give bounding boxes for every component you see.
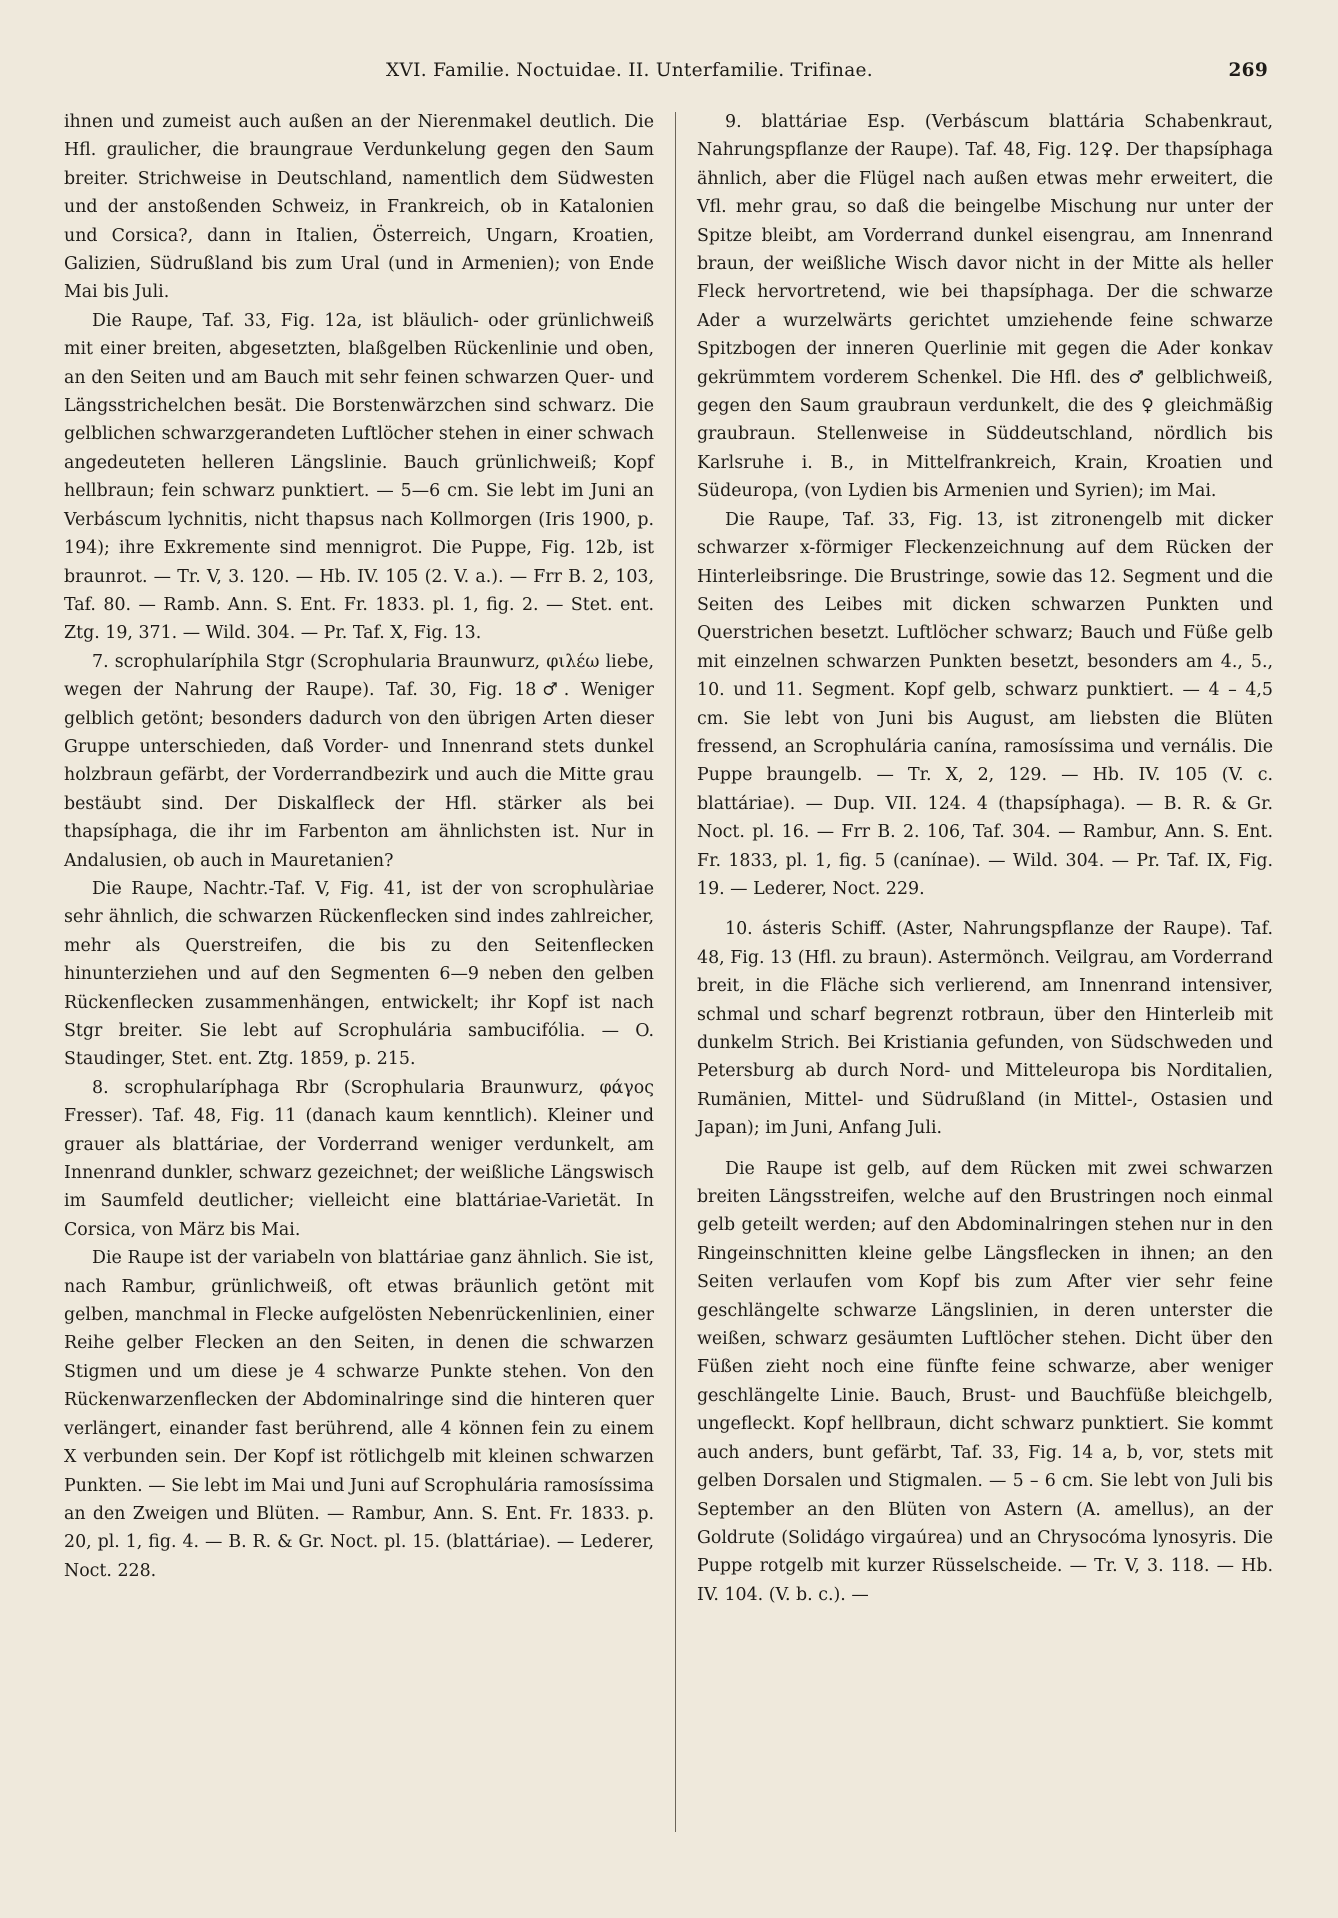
species-entry-blattariae: 9. blattáriae Esp. (Verbáscum blattária Schabenkraut, Nahrungspflanze der Raupe). Taf. 48, Fig. 12♀. Der thapsíphaga ähnlich, aber die Flügel nach außen etwas mehr erweitert, die Vfl. mehr grau, so daß die beingelbe Mischung nur unter der Spitze bleibt, am Vorderrand dunkel eisengrau, am Innenrand braun, der weißliche Wisch davor nicht in der Mitte als heller Fleck hervortretend, wie bei thapsíphaga. Der die schwarze Ader a wurzelwärts gerichtet umziehende feine schwarze Spitzbogen der inneren Querlinie mit gegen die Ader konkav gekrümmtem vorderem Schenkel. Die Hfl. des ♂ gelblichweiß, gegen den Saum graubraun verdunkelt, die des ♀ gleichmäßig graubraun. Stellenweise in Süddeutschland, nördlich bis Karlsruhe i. B., in Mittelfrankreich, Krain, Kroatien und Südeuropa, (von Lydien bis Armenien und Syrien); im Mai. (697, 112, 1273, 502)
page-number: 269 (1228, 60, 1268, 81)
paragraph: Die Raupe ist der variabeln von blattáriae ganz ähnlich. Sie ist, nach Rambur, grünlichweiß, oft etwas bräunlich getönt mit gelben, manchmal in Flecke aufgelösten Nebenrückenlinien, einer Reihe gelber Flecken an den Seiten, in denen die schwarzen Stigmen und um diese je 4 schwarze Punkte stehen. Von den Rückenwarzenflecken der Abdominalringe sind die hinteren quer verlängert, einander fast berührend, alle 4 können fein zu einem X verbunden sein. Der Kopf ist rötlichgelb mit kleinen schwarzen Punkten. — Sie lebt im Mai und Juni auf Scrophulária ramosíssima an den Zweigen und Blüten. — Rambur, Ann. S. Ent. Fr. 1833. p. 20, pl. 1, fig. 4. — B. R. & Gr. Noct. pl. 15. (blattáriae). — Lederer, Noct. 228. (64, 1248, 654, 1581)
header-title: XVI. Familie. Noctuidae. II. Unterfamilie. Trifinae. (386, 60, 873, 81)
paragraph: Die Raupe, Nachtr.-Taf. V, Fig. 41, ist der von scrophulàriae sehr ähnlich, die schwarzen Rückenflecken sind indes zahlreicher, mehr als Querstreifen, die bis zu den Seitenflecken hinunterziehen und auf den Segmenten 6—9 neben den gelben Rückenflecken zusammenhängen, entwickelt; ihr Kopf ist nach Stgr breiter. Sie lebt auf Scrophulária sambucifólia. — O. Staudinger, Stet. ent. Ztg. 1859, p. 215. (64, 878, 654, 1070)
left-column (64, 108, 654, 1585)
right-column (697, 108, 1273, 1609)
species-entry-scrophulariphila: 7. scrophularíphila Stgr (Scrophularia Braunwurz, φιλέω liebe, wegen der Nahrung der Raupe). Taf. 30, Fig. 18♂. Weniger gelblich getönt; besonders dadurch von den übrigen Arten dieser Gruppe unterschieden, daß Vorder- und Innenrand stets dunkel holzbraun gefärbt, der Vorderrandbezirk und auch die Mitte grau bestäubt sind. Der Diskalfleck der Hfl. stärker als bei thapsíphaga, die ihr im Farbenton am ähnlichsten ist. Nur in Andalusien, ob auch in Mauretanien? (64, 651, 654, 871)
species-entry-asteris: 10. ásteris Schiff. (Aster, Nahrungspflanze der Raupe). Taf. 48, Fig. 13 (Hfl. zu braun). Astermönch. Veilgrau, am Vorderrand breit, in die Fläche sich verlierend, am Innenrand intensiver, schmal und scharf begrenzt rotbraun, über den Hinterleib mit dunkelm Strich. Bei Kristiania gefunden, von Südschweden und Petersburg ab durch Nord- und Mitteleuropa bis Norditalien, Rumänien, Mittel- und Südrußland (in Mittel-, Ostasien und Japan); im Juni, Anfang Juli. (697, 919, 1273, 1139)
species-entry-scrophulariphaga: 8. scrophularíphaga Rbr (Scrophularia Braunwurz, φάγος Fresser). Taf. 48, Fig. 11 (danach kaum kenntlich). Kleiner und grauer als blattáriae, der Vorderrand weniger verdunkelt, am Innenrand dunkler, schwarz gezeichnet; der weißliche Längswisch im Saumfeld deutlicher; vielleicht eine blattáriae-Varietät. In Corsica, von März bis Mai. (64, 1077, 654, 1240)
paragraph: Die Raupe, Taf. 33, Fig. 13, ist zitronengelb mit dicker schwarzer x-förmiger Fleckenzeichnung auf dem Rücken der Hinterleibsringe. Die Brustringe, sowie das 12. Segment und die Seiten des Leibes mit dicken schwarzen Punkten und Querstrichen besetzt. Luftlöcher schwarz; Bauch und Füße gelb mit einzelnen schwarzen Punkten besetzt, besonders am 4., 5., 10. und 11. Segment. Kopf gelb, schwarz punktiert. — 4 – 4,5 cm. Sie lebt von Juni bis August, am liebsten die Blüten fressend, an Scrophulária canína, ramosíssima und vernális. Die Puppe braungelb. — Tr. X, 2, 129. — Hb. IV. 105 (V. c. blattáriae). — Dup. VII. 124. 4 (thapsíphaga). — B. R. & Gr. Noct. pl. 16. — Frr B. 2. 106, Taf. 304. — Rambur, Ann. S. Ent. Fr. 1833, pl. 1, fig. 5 (canínae). — Wild. 304. — Pr. Taf. IX, Fig. 19. — Lederer, Noct. 229. (697, 509, 1273, 899)
paragraph: ihnen und zumeist auch außen an der Nierenmakel deutlich. Die Hfl. graulicher, die braungraue Verdunkelung gegen den Saum breiter. Strichweise in Deutschland, namentlich dem Südwesten und der anstoßenden Schweiz, in Frankreich, ob in Katalonien und Corsica?, dann in Italien, Österreich, Ungarn, Kroatien, Galizien, Südrußland bis zum Ural (und in Armenien); von Ende Mai bis Juli. (64, 112, 654, 303)
paragraph: Die Raupe, Taf. 33, Fig. 12a, ist bläulich- oder grünlichweiß mit einer breiten, abgesetzten, blaßgelben Rückenlinie und oben, an den Seiten und am Bauch mit sehr feinen schwarzen Quer- und Längsstrichelchen besät. Die Borstenwärzchen sind schwarz. Die gelblichen schwarzgerandeten Luftlöcher stehen in einer schwach angedeuteten helleren Längslinie. Bauch grünlichweiß; Kopf hellbraun; fein schwarz punktiert. — 5—6 cm. Sie lebt im Juni an Verbáscum lychnitis, nicht thapsus nach Kollmorgen (Iris 1900, p. 194); ihre Exkremente sind mennigrot. Die Puppe, Fig. 12b, ist braunrot. — Tr. V, 3. 120. — Hb. IV. 105 (2. V. a.). — Frr B. 2, 103, Taf. 80. — Ramb. Ann. S. Ent. Fr. 1833. pl. 1, fig. 2. — Stet. ent. Ztg. 19, 371. — Wild. 304. — Pr. Taf. X, Fig. 13. (64, 310, 654, 644)
column-divider (675, 112, 676, 1832)
paragraph: Die Raupe ist gelb, auf dem Rücken mit zwei schwarzen breiten Längsstreifen, welche auf den Brustringen noch einmal gelb geteilt werden; auf den Abdominalringen stehen nur in den Ringeinschnitten kleine gelbe Längsflecken in ihnen; an den Seiten verlaufen vom Kopf bis zum After vier sehr feine geschlängelte schwarze Längslinien, in deren unterster die weißen, schwarz gesäumten Luftlöcher stehen. Dicht über den Füßen zieht noch eine fünfte feine schwarze, aber weniger geschlängelte Linie. Bauch, Brust- und Bauchfüße bleichgelb, ungefleckt. Kopf hellbraun, dicht schwarz punktiert. Sie kommt auch anders, bunt gefärbt, Taf. 33, Fig. 14 a, b, vor, stets mit gelben Dorsalen und Stigmalen. — 5 – 6 cm. Sie lebt von Juli bis September an den Blüten von Astern (A. amellus), an der Goldrute (Solidágo virgaúrea) und an Chrysocóma lynosyris. Die Puppe rotgelb mit kurzer Rüsselscheide. — Tr. V, 3. 118. — Hb. IV. 104. (V. b. c.). — (697, 1158, 1273, 1605)
running-header (64, 60, 1268, 90)
